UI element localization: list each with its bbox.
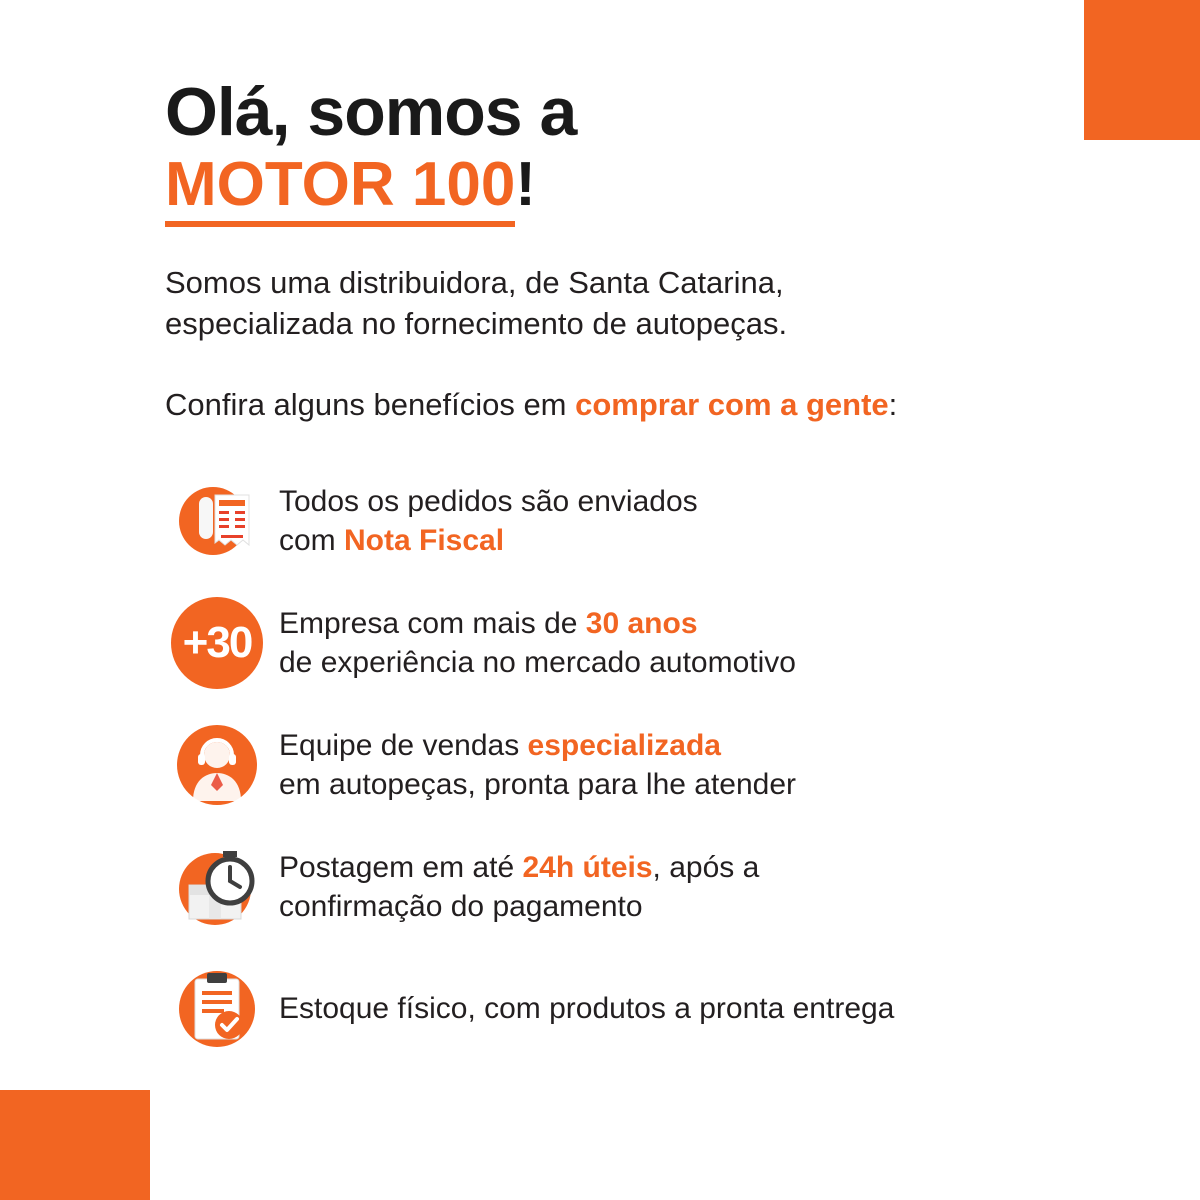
package-stopwatch-icon bbox=[165, 835, 269, 939]
years-badge-icon bbox=[165, 591, 269, 695]
list-item-text bbox=[279, 989, 894, 1028]
benefits-lead bbox=[165, 387, 1105, 423]
list-item-text bbox=[279, 482, 698, 560]
page-title-line2 bbox=[165, 152, 1105, 217]
list-item-text bbox=[279, 726, 796, 804]
benefit-4-line1-accent: 24h úteis bbox=[522, 850, 653, 884]
benefits-list bbox=[165, 467, 1105, 1077]
benefit-2-line2: de experiência no mercado automotivo bbox=[279, 645, 796, 679]
receipt-icon bbox=[165, 469, 269, 573]
benefit-5-line1: Estoque físico, com produtos a pronta entrega bbox=[279, 992, 895, 1026]
benefits-lead-prefix: Confira alguns benefícios em bbox=[165, 386, 576, 422]
benefit-3-line1-prefix: Equipe de vendas bbox=[279, 728, 528, 762]
benefit-4-line2: confirmação do pagamento bbox=[279, 889, 643, 923]
benefit-4-line1-suffix: , após a bbox=[652, 850, 760, 884]
intro-paragraph bbox=[165, 263, 1045, 345]
years-badge-label: +30 bbox=[182, 617, 252, 667]
decorative-square-bottom-left bbox=[0, 1090, 150, 1200]
list-item-text bbox=[279, 848, 759, 926]
page-title-line1: Olá, somos a bbox=[165, 74, 577, 150]
benefits-lead-suffix: : bbox=[888, 386, 898, 422]
brand-name: MOTOR 100 bbox=[165, 150, 515, 227]
intro-line-1: Somos uma distribuidora, de Santa Catarina, bbox=[165, 265, 784, 301]
benefit-1-line1: Todos os pedidos são enviados bbox=[279, 484, 698, 518]
content-column bbox=[165, 74, 1105, 1077]
benefit-1-line2-accent: Nota Fiscal bbox=[344, 523, 505, 557]
sales-agent-icon bbox=[165, 713, 269, 817]
benefit-1-line2-prefix: com bbox=[279, 523, 345, 557]
years-badge-circle bbox=[171, 597, 263, 689]
benefit-2-line1-accent: 30 anos bbox=[585, 606, 698, 640]
benefit-3-line2: em autopeças, pronta para lhe atender bbox=[279, 767, 797, 801]
benefit-2-line1-prefix: Empresa com mais de bbox=[279, 606, 586, 640]
intro-line-2: especializada no fornecimento de autopeças. bbox=[165, 306, 788, 341]
clipboard-check-icon bbox=[165, 957, 269, 1061]
list-item bbox=[165, 711, 1105, 819]
list-item bbox=[165, 955, 1105, 1063]
brand-exclamation: ! bbox=[515, 150, 536, 219]
benefit-3-line1-accent: especializada bbox=[527, 728, 721, 762]
list-item bbox=[165, 467, 1105, 575]
list-item bbox=[165, 833, 1105, 941]
list-item-text bbox=[279, 604, 796, 682]
benefits-lead-accent: comprar com a gente bbox=[575, 386, 889, 422]
list-item bbox=[165, 589, 1105, 697]
benefit-4-line1-prefix: Postagem em até bbox=[279, 850, 523, 884]
